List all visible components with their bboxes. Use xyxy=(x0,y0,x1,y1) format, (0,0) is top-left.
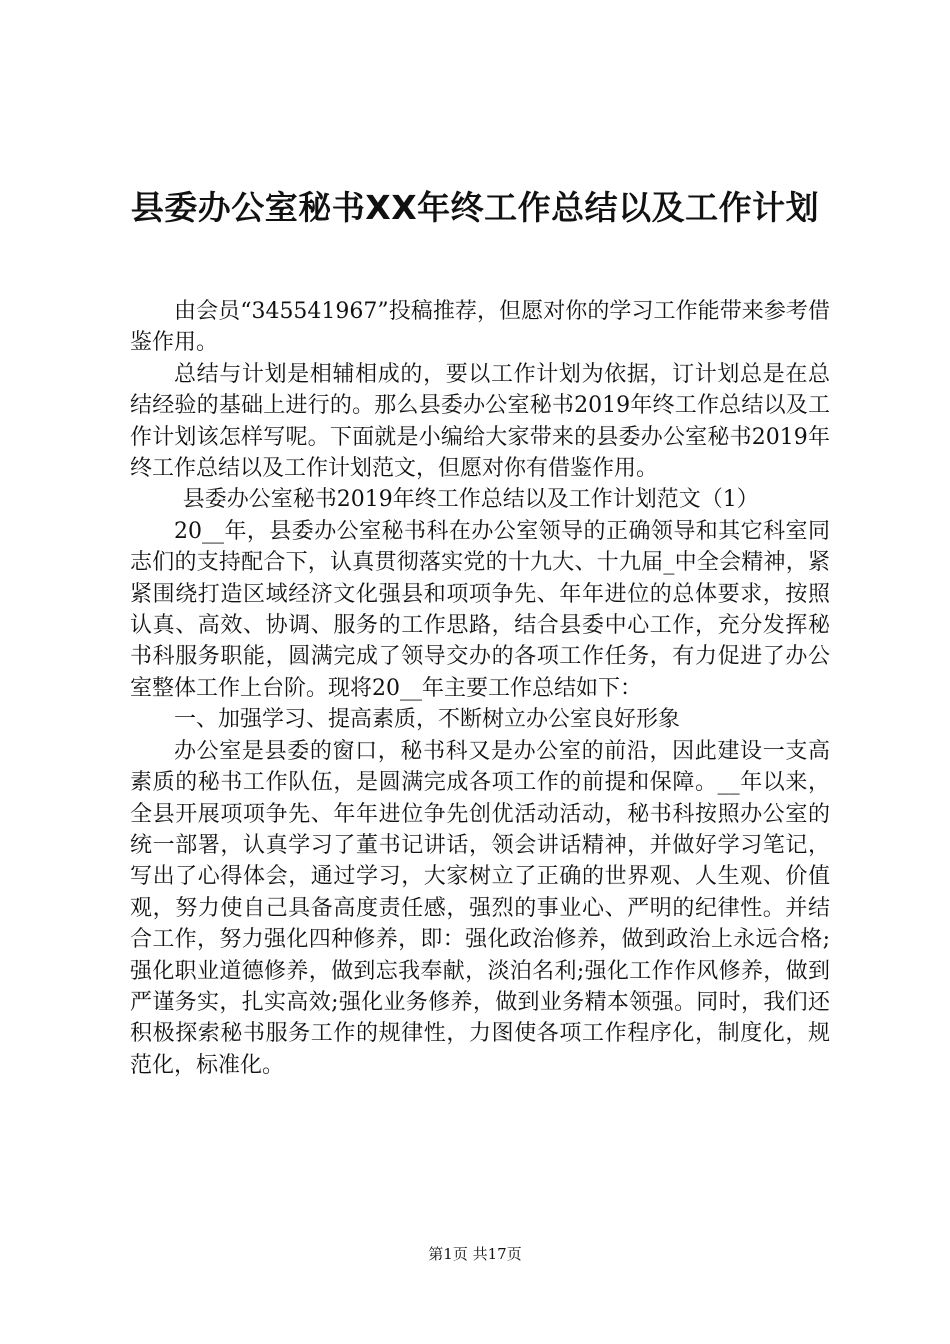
body-paragraph-study: 办公室是县委的窗口，秘书科又是办公室的前沿，因此建设一支高素质的秘书工作队伍，是圆满完成各项工作的前提和保障。__年以来，全县开展项项争先、年年进位争先创优活动活动，秘书科按照办公室的统一部署，认真学习了董书记讲话，领会讲话精神，并做好学习笔记，写出了心得体会，通过学习，大家树立了正确的世界观、人生观、价值观，努力使自己具备高度责任感，强烈的事业心、严明的纪律性。并结合工作，努力强化四种修养，即：强化政治修养，做到政治上永远合格;强化职业道德修养，做到忘我奉献，淡泊名利;强化工作作风修养，做到严谨务实，扎实高效;强化业务修养，做到业务精本领强。同时，我们还积极探索秘书服务工作的规律性，力图使各项工作程序化，制度化，规范化，标准化。 xyxy=(130,738,830,1078)
summary-paragraph: 总结与计划是相辅相成的，要以工作计划为依据，订计划总是在总结经验的基础上进行的。那么县委办公室秘书2019年终工作总结以及工作计划该怎样写呢。下面就是小编给大家带来的县委办公室秘书2019年终工作总结以及工作计划范文，但愿对你有借鉴作用。 xyxy=(130,361,830,482)
section-heading-1: 一、加强学习、提高素质，不断树立办公室良好形象 xyxy=(174,707,681,733)
intro-paragraph: 由会员“345541967”投稿推荐，但愿对你的学习工作能带来参考借鉴作用。 xyxy=(130,299,830,356)
document-body xyxy=(130,296,830,1081)
body-paragraph-overview: 20__年，县委办公室秘书科在办公室领导的正确领导和其它科室同志们的支持配合下，认真贯彻落实党的十九大、十九届_中全会精神，紧紧围绕打造区域经济文化强县和项项争先、年年进位的总体要求，按照认真、高效、协调、服务的工作思路，结合县委中心工作，充分发挥秘书科服务职能，圆满完成了领导交办的各项工作任务，有力促进了办公室整体工作上台阶。现将20__年主要工作总结如下： xyxy=(130,518,830,701)
page-footer: 第1页 共17页 xyxy=(428,1245,522,1263)
document-title: 县委办公室秘书XX年终工作总结以及工作计划 xyxy=(130,188,820,227)
section-heading-sample-1: 县委办公室秘书2019年终工作总结以及工作计划范文（1） xyxy=(182,487,759,513)
